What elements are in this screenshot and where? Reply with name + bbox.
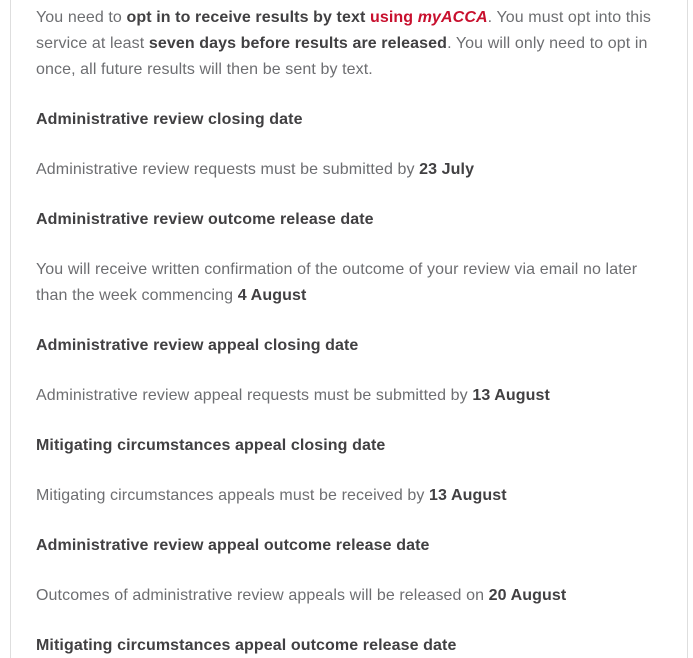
section-paragraph: [36, 483, 661, 509]
section-heading: Administrative review closing date: [36, 111, 303, 128]
body-text: Mitigating circumstances appeals must be received by: [36, 487, 430, 504]
emphasis-text: seven days before results are released: [148, 35, 448, 52]
emphasis-text: 13 August: [429, 487, 507, 504]
section-heading: Administrative review appeal outcome release date: [36, 537, 430, 554]
myacca-link-text[interactable]: using: [369, 9, 418, 26]
emphasis-text: 20 August: [488, 587, 567, 604]
section-heading: Mitigating circumstances appeal outcome release date: [36, 637, 457, 654]
section-heading: Administrative review outcome release date: [36, 211, 374, 228]
section-paragraph: [36, 257, 661, 309]
myacca-link-name[interactable]: myACCA: [417, 9, 488, 26]
body-text: Administrative review appeal requests must be submitted by: [36, 387, 473, 404]
section-paragraph: [36, 583, 661, 609]
body-text: You will receive written confirmation of the outcome of your review via email no later than the week commencing: [36, 261, 638, 304]
section-heading: Mitigating circumstances appeal closing date: [36, 437, 386, 454]
section-paragraph: [36, 157, 661, 183]
emphasis-text: opt in to receive results by text: [126, 9, 366, 26]
results-dates-article: [10, 0, 688, 658]
emphasis-text: 13 August: [472, 387, 550, 404]
body-text: . You will only need to opt in once, all future results will then be sent by text.: [36, 35, 648, 78]
date-sections: [36, 107, 661, 658]
intro-paragraph: [36, 5, 661, 83]
section-heading: Administrative review appeal closing date: [36, 337, 359, 354]
emphasis-text: 23 July: [419, 161, 475, 178]
body-text: Outcomes of administrative review appeals will be released on: [36, 587, 489, 604]
section-paragraph: [36, 383, 661, 409]
body-text: Administrative review requests must be submitted by: [36, 161, 420, 178]
myacca-link[interactable]: [370, 9, 488, 26]
emphasis-text: 4 August: [237, 287, 307, 304]
body-text: . You must opt into this service at least: [36, 9, 652, 52]
body-text: You need to: [36, 9, 127, 26]
